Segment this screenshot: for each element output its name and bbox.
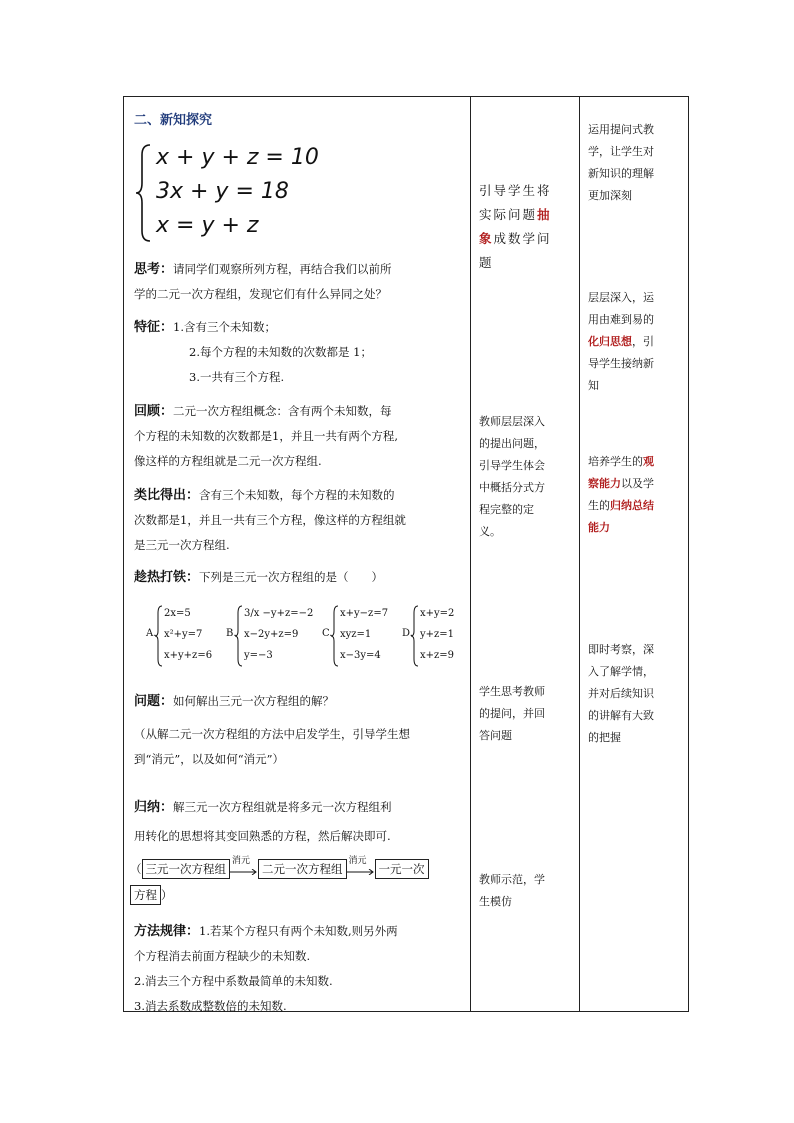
teacher-note-line: 题 [479,255,494,270]
method-line4: 3.消去系数成整数倍的未知数. [134,999,287,1013]
flow-arrow [230,856,258,879]
intent-note-line: 即时考察，深 [588,643,654,656]
option-row: y=−3 [244,650,273,661]
option-letter: B. [226,628,237,639]
elimination-flow [130,856,466,905]
features-item2: 2.每个方程的未知数的次数都是 1； [189,345,372,359]
think-line1: 请同学们观察所列方程，再结合我们以前所 [173,262,392,276]
review-label: 回顾： [134,404,174,419]
teacher-note-3 [479,681,575,747]
think-line2: 学的二元一次方程组，发现它们有什么异同之处？ [134,287,387,301]
option-letter: C. [322,628,333,639]
analogy-block [134,483,464,558]
teacher-note-line: 的提问，并回 [479,707,545,720]
review-line2: 个方程的未知数的次数都是1，并且一共有两个方程, [134,429,398,443]
section-title: 二、新知探究 [134,113,213,128]
intent-note-line: 并对后续知识 [588,687,654,700]
flow-paren: （ [130,862,142,876]
teacher-note-line: 义。 [479,525,501,538]
summary-line2: 用转化的思想将其变回熟悉的方程，然后解决即可. [134,829,391,843]
intent-note-line: 培养学生的 [588,455,643,468]
method-line1: 1.若某个方程只有两个未知数,则另外两 [199,924,398,938]
method-line2: 个方程消去前面方程缺少的未知数. [134,949,311,963]
lesson-table [123,96,689,1012]
teacher-note-line: 中概括分式方 [479,481,545,494]
intent-note-line: 层层深入，运 [588,291,654,304]
question-label: 问题： [134,694,174,709]
intent-note-line: 新知识的理解 [588,167,654,180]
analogy-line1: 含有三个未知数，每个方程的未知数的 [199,488,395,502]
features-item3: 3.一共有三个方程. [189,370,285,384]
practice-label: 趁热打铁： [134,570,200,585]
intent-note-line: 以及学 [621,477,654,490]
question-block [134,689,464,772]
analogy-line3: 是三元一次方程组. [134,538,230,552]
flow-box-three-var: 三元一次方程组 [142,859,231,879]
intent-note-line: 更加深刻 [588,189,632,202]
teacher-note-line: 引导学生体会 [479,459,545,472]
question-line2: （从解二元一次方程组的方法中启发学生，引导学生想 [134,727,410,741]
flow-box-one-var-cont: 方程 [130,885,161,905]
teacher-note-red: 抽 [537,207,552,222]
intent-note-1 [588,119,686,207]
intent-note-2 [588,287,686,397]
think-block [134,257,464,307]
intent-note-line: ，引 [632,335,654,348]
question-line3: 到“消元”，以及如何“消元”） [134,752,285,766]
intent-note-line: 运用提问式教 [588,123,654,136]
summary-label: 归纳： [134,800,174,815]
teacher-note-line: 答问题 [479,729,512,742]
arrow-right-icon [347,869,375,875]
think-label: 思考： [134,262,174,277]
method-label: 方法规律： [134,924,200,939]
intent-note-red: 归纳总结 [610,499,654,512]
summary-line1: 解三元一次方程组就是将多元一次方程组利 [173,800,392,814]
intent-note-line: 入了解学情， [588,665,654,678]
teacher-note-line: 教师示范，学 [479,873,545,886]
intent-note-red: 化归思想 [588,335,632,348]
brace-icon [331,605,339,667]
option-row: 2x=5 [164,608,191,619]
teacher-note-line: 实际问题 [479,207,538,222]
teacher-note-4 [479,869,575,913]
arrow-right-icon [230,869,258,875]
teacher-note-line: 学生思考教师 [479,685,545,698]
analogy-label: 类比得出： [134,488,200,503]
option-row: x²+y=7 [164,629,203,640]
intent-note-red: 观 [643,455,654,468]
review-line1: 二元一次方程组概念：含有两个未知数，每 [173,404,392,418]
option-letter: D. [402,628,413,639]
content-column [124,97,470,1011]
features-label: 特征： [134,320,174,335]
equation-3: x = y + z [156,213,259,238]
brace-icon [411,605,419,667]
option-row: 3/x −y+z=−2 [244,608,314,619]
teacher-note-2 [479,411,575,543]
brace-icon [155,605,163,667]
intent-note-3 [588,451,686,539]
intent-note-line: 导学生接纳新 [588,357,654,370]
teacher-note-line: 程完整的定 [479,503,534,516]
method-block [134,919,468,1019]
flow-arrow-label: 消元 [348,856,367,866]
option-row: x+z=9 [420,650,455,661]
flow-box-one-var: 一元一次 [375,859,429,879]
option-row: x−3y=4 [340,650,381,661]
intent-note-4 [588,639,686,749]
practice-text: 下列是三元一次方程组的是（ ） [199,570,384,584]
option-row: x+y+z=6 [164,650,213,661]
options-row [146,603,466,673]
teacher-note-line: 的提出问题， [479,437,545,450]
teacher-note-line: 成数学问 [493,231,552,246]
practice-block [134,565,464,590]
flow-paren: ） [161,888,173,902]
intent-note-line: 用由难到易的 [588,313,654,326]
review-block [134,399,464,474]
teacher-activity-column [471,97,579,1011]
teacher-note-line: 生模仿 [479,895,512,908]
equation-2: 3x + y = 18 [156,179,289,204]
intent-note-red: 察能力 [588,477,621,490]
teacher-note-1 [479,179,573,275]
option-row: xyz=1 [340,629,372,640]
teacher-note-line: 教师层层深入 [479,415,545,428]
intent-note-line: 生的 [588,499,610,512]
option-letter: A. [146,628,157,639]
review-line3: 像这样的方程组就是二元一次方程组. [134,454,322,468]
option-row: x+y=2 [420,608,455,619]
intent-note-line: 知 [588,379,599,392]
intent-note-line: 的把握 [588,731,621,744]
flow-box-two-var: 二元一次方程组 [258,859,347,879]
intent-note-line: 的讲解有大致 [588,709,654,722]
option-row: x+y−z=7 [340,608,389,619]
intent-note-red: 能力 [588,521,610,534]
brace-icon [134,143,154,243]
features-item1: 1.含有三个未知数； [173,320,276,334]
features-block [134,315,464,390]
equation-1: x + y + z = 10 [156,145,319,170]
method-line3: 2.消去三个方程中系数最简单的未知数. [134,974,333,988]
option-row: y+z=1 [420,629,455,640]
option-row: x−2y+z=9 [244,629,299,640]
flow-arrow [347,856,375,879]
design-intent-column [580,97,690,1011]
analogy-line2: 次数都是1，并且一共有三个方程，像这样的方程组就 [134,513,406,527]
summary-block [134,795,464,849]
brace-icon [235,605,243,667]
flow-arrow-label: 消元 [232,856,251,866]
intent-note-line: 学，让学生对 [588,145,654,158]
teacher-note-red: 象 [479,231,494,246]
question-line1: 如何解出三元一次方程组的解？ [173,694,335,708]
teacher-note-line: 引导学生将 [479,183,552,198]
